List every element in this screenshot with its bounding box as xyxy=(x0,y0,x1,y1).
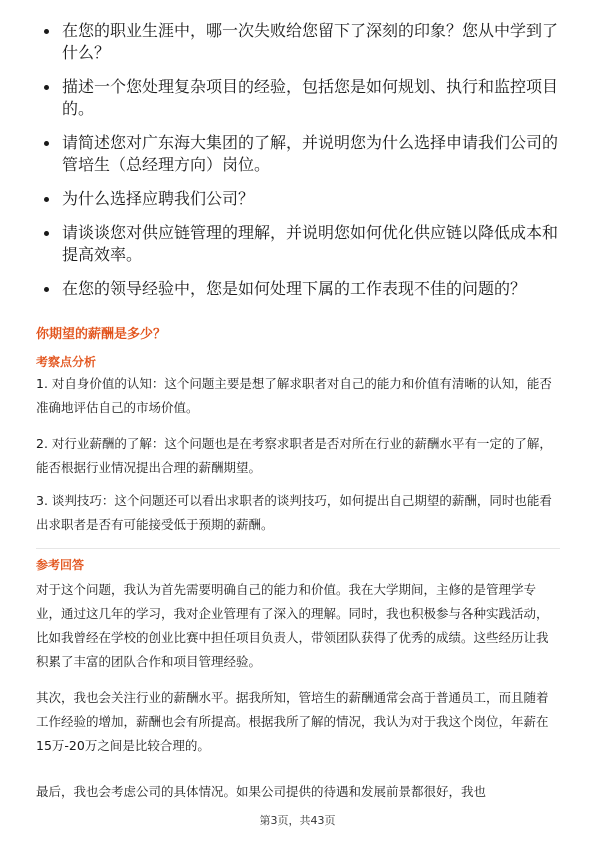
question-list xyxy=(40,20,565,312)
analysis-item: 3. 谈判技巧：这个问题还可以看出求职者的谈判技巧，如何提出自己期望的薪酬，同时也能看出求职者是否有可能接受低于预期的薪酬。 xyxy=(36,493,552,532)
answer-paragraph: 对于这个问题，我认为首先需要明确自己的能力和价值。我在大学期间，主修的是管理学专业，通过这几年的学习，我对企业管理有了深入的理解。同时，我也积极参与各种实践活动，比如我曾经在学校的创业比赛中担任项目负责人，带领团队获得了优秀的成绩。这些经历让我积累了丰富的团队合作和项目管理经验。 xyxy=(36,582,549,669)
question-text: 请简述您对广东海大集团的了解，并说明您为什么选择申请我们公司的管培生（总经理方向）岗位。 xyxy=(62,133,559,174)
list-item xyxy=(40,278,565,300)
analysis-item: 1. 对自身价值的认知：这个问题主要是想了解求职者对自己的能力和价值有清晰的认知，能否准确地评估自己的市场价值。 xyxy=(36,376,552,415)
bullet-icon xyxy=(44,85,49,90)
bullet-icon xyxy=(44,231,49,236)
bullet-icon xyxy=(44,29,49,34)
answer-paragraph: 其次，我也会关注行业的薪酬水平。据我所知，管培生的薪酬通常会高于普通员工，而且随着工作经验的增加，薪酬也会有所提高。根据我所了解的情况，我认为对于我这个岗位，年薪在15万-20万之间是比较合理的。 xyxy=(36,690,549,753)
section-title: 你期望的薪酬是多少？ xyxy=(36,327,167,342)
analysis-heading: 考察点分析 xyxy=(36,355,97,369)
question-text: 在您的领导经验中，您是如何处理下属的工作表现不佳的问题的？ xyxy=(62,279,527,298)
question-text: 在您的职业生涯中，哪一次失败给您留下了深刻的印象？您从中学到了什么？ xyxy=(62,21,559,62)
question-text: 请谈谈您对供应链管理的理解，并说明您如何优化供应链以降低成本和提高效率。 xyxy=(62,223,559,264)
answer-heading: 参考回答 xyxy=(36,558,85,572)
question-text: 为什么选择应聘我们公司？ xyxy=(62,189,255,208)
list-item xyxy=(40,188,565,210)
list-item xyxy=(40,222,565,266)
question-text: 描述一个您处理复杂项目的经验，包括您是如何规划、执行和监控项目的。 xyxy=(62,77,559,118)
list-item xyxy=(40,76,565,120)
page-footer: 第3页，共43页 xyxy=(259,814,336,827)
section-divider xyxy=(36,548,560,549)
bullet-icon xyxy=(44,141,49,146)
list-item xyxy=(40,132,565,176)
list-item xyxy=(40,20,565,64)
answer-paragraph: 最后，我也会考虑公司的具体情况。如果公司提供的待遇和发展前景都很好，我也 xyxy=(36,784,487,799)
bullet-icon xyxy=(44,197,49,202)
bullet-icon xyxy=(44,287,49,292)
analysis-item: 2. 对行业薪酬的了解：这个问题也是在考察求职者是否对所在行业的薪酬水平有一定的了解，能否根据行业情况提出合理的薪酬期望。 xyxy=(36,436,552,475)
